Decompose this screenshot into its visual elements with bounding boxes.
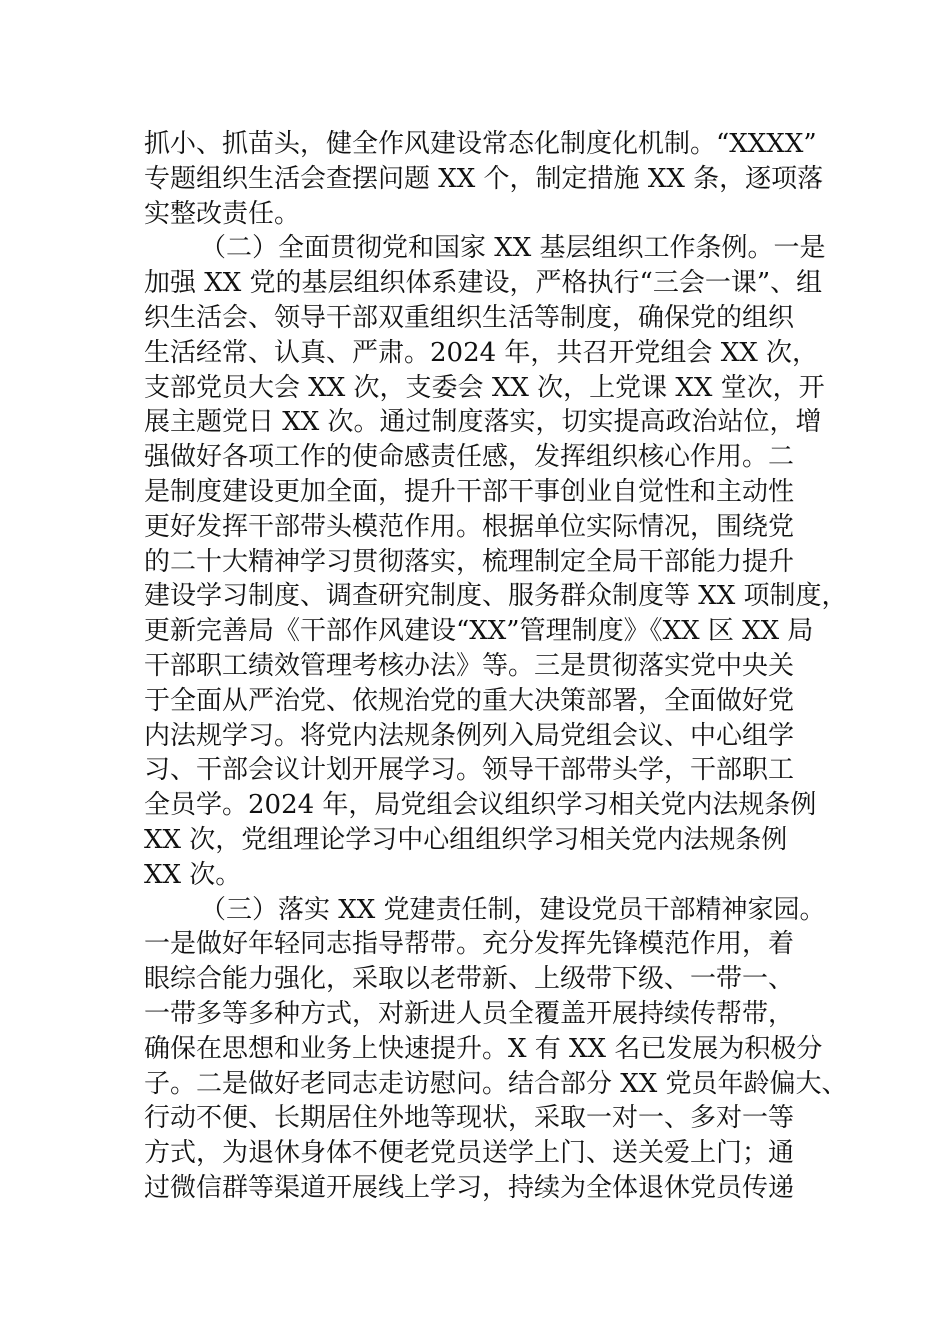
text-line: 全员学。2024 年，局党组会议组织学习相关党内法规条例 [144, 790, 817, 821]
text-line: 内法规学习。将党内法规条例列入局党组会议、中心组学 [144, 720, 795, 751]
section-heading-line: （三）落实 XX 党建责任制，建设党员干部精神家园。 [200, 894, 826, 925]
text-line: 专题组织生活会查摆问题 XX 个，制定措施 XX 条，逐项落 [144, 163, 824, 194]
text-line: 子。二是做好老同志走访慰问。结合部分 XX 党员年龄偏大、 [144, 1068, 848, 1099]
text-line: 确保在思想和业务上快速提升。X 有 XX 名已发展为积极分 [144, 1033, 823, 1064]
text-line: 一带多等多种方式，对新进人员全覆盖开展持续传帮带， [144, 998, 795, 1029]
text-line: 加强 XX 党的基层组织体系建设，严格执行“三会一课”、组 [144, 268, 823, 299]
text-line: 抓小、抓苗头，健全作风建设常态化制度化机制。“XXXX” [144, 129, 817, 159]
text-line: 习、干部会议计划开展学习。领导干部带头学，干部职工 [144, 755, 795, 786]
text-line: XX 次。 [144, 859, 242, 890]
text-line: 眼综合能力强化，采取以老带新、上级带下级、一带一、 [144, 964, 795, 995]
text-line: 实整改责任。 [144, 198, 301, 229]
text-line: 生活经常、认真、严肃。2024 年，共召开党组会 XX 次， [144, 337, 818, 368]
section-heading-line: （二）全面贯彻党和国家 XX 基层组织工作条例。一是 [200, 233, 826, 264]
text-line: 展主题党日 XX 次。通过制度落实，切实提高政治站位，增 [144, 407, 822, 438]
text-line: 强做好各项工作的使命感责任感，发挥组织核心作用。二 [144, 442, 795, 473]
text-line: 于全面从严治党、依规治党的重大决策部署，全面做好党 [144, 685, 795, 716]
text-line: XX 次，党组理论学习中心组组织学习相关党内法规条例 [144, 824, 788, 855]
text-line: 过微信群等渠道开展线上学习，持续为全体退休党员传递 [144, 1172, 795, 1203]
text-line: 行动不便、长期居住外地等现状，采取一对一、多对一等 [144, 1103, 795, 1134]
text-line: 支部党员大会 XX 次，支委会 XX 次，上党课 XX 堂次，开 [144, 372, 825, 403]
text-line: 更新完善局《干部作风建设“XX”管理制度》《XX 区 XX 局 [144, 616, 814, 647]
text-line: 织生活会、领导干部双重组织生活等制度，确保党的组织 [144, 302, 795, 333]
text-line: 更好发挥干部带头模范作用。根据单位实际情况，围绕党 [144, 511, 795, 542]
text-line: 是制度建设更加全面，提升干部干事创业自觉性和主动性 [144, 476, 795, 507]
text-line: 一是做好年轻同志指导帮带。充分发挥先锋模范作用，着 [144, 929, 795, 960]
document-body [144, 127, 848, 1206]
text-line: 建设学习制度、调查研究制度、服务群众制度等 XX 项制度， [144, 581, 848, 612]
text-line: 方式，为退休身体不便老党员送学上门、送关爱上门；通 [144, 1138, 795, 1169]
text-line: 的二十大精神学习贯彻落实，梳理制定全局干部能力提升 [144, 546, 795, 577]
text-line: 干部职工绩效管理考核办法》等。三是贯彻落实党中央关 [144, 650, 795, 681]
